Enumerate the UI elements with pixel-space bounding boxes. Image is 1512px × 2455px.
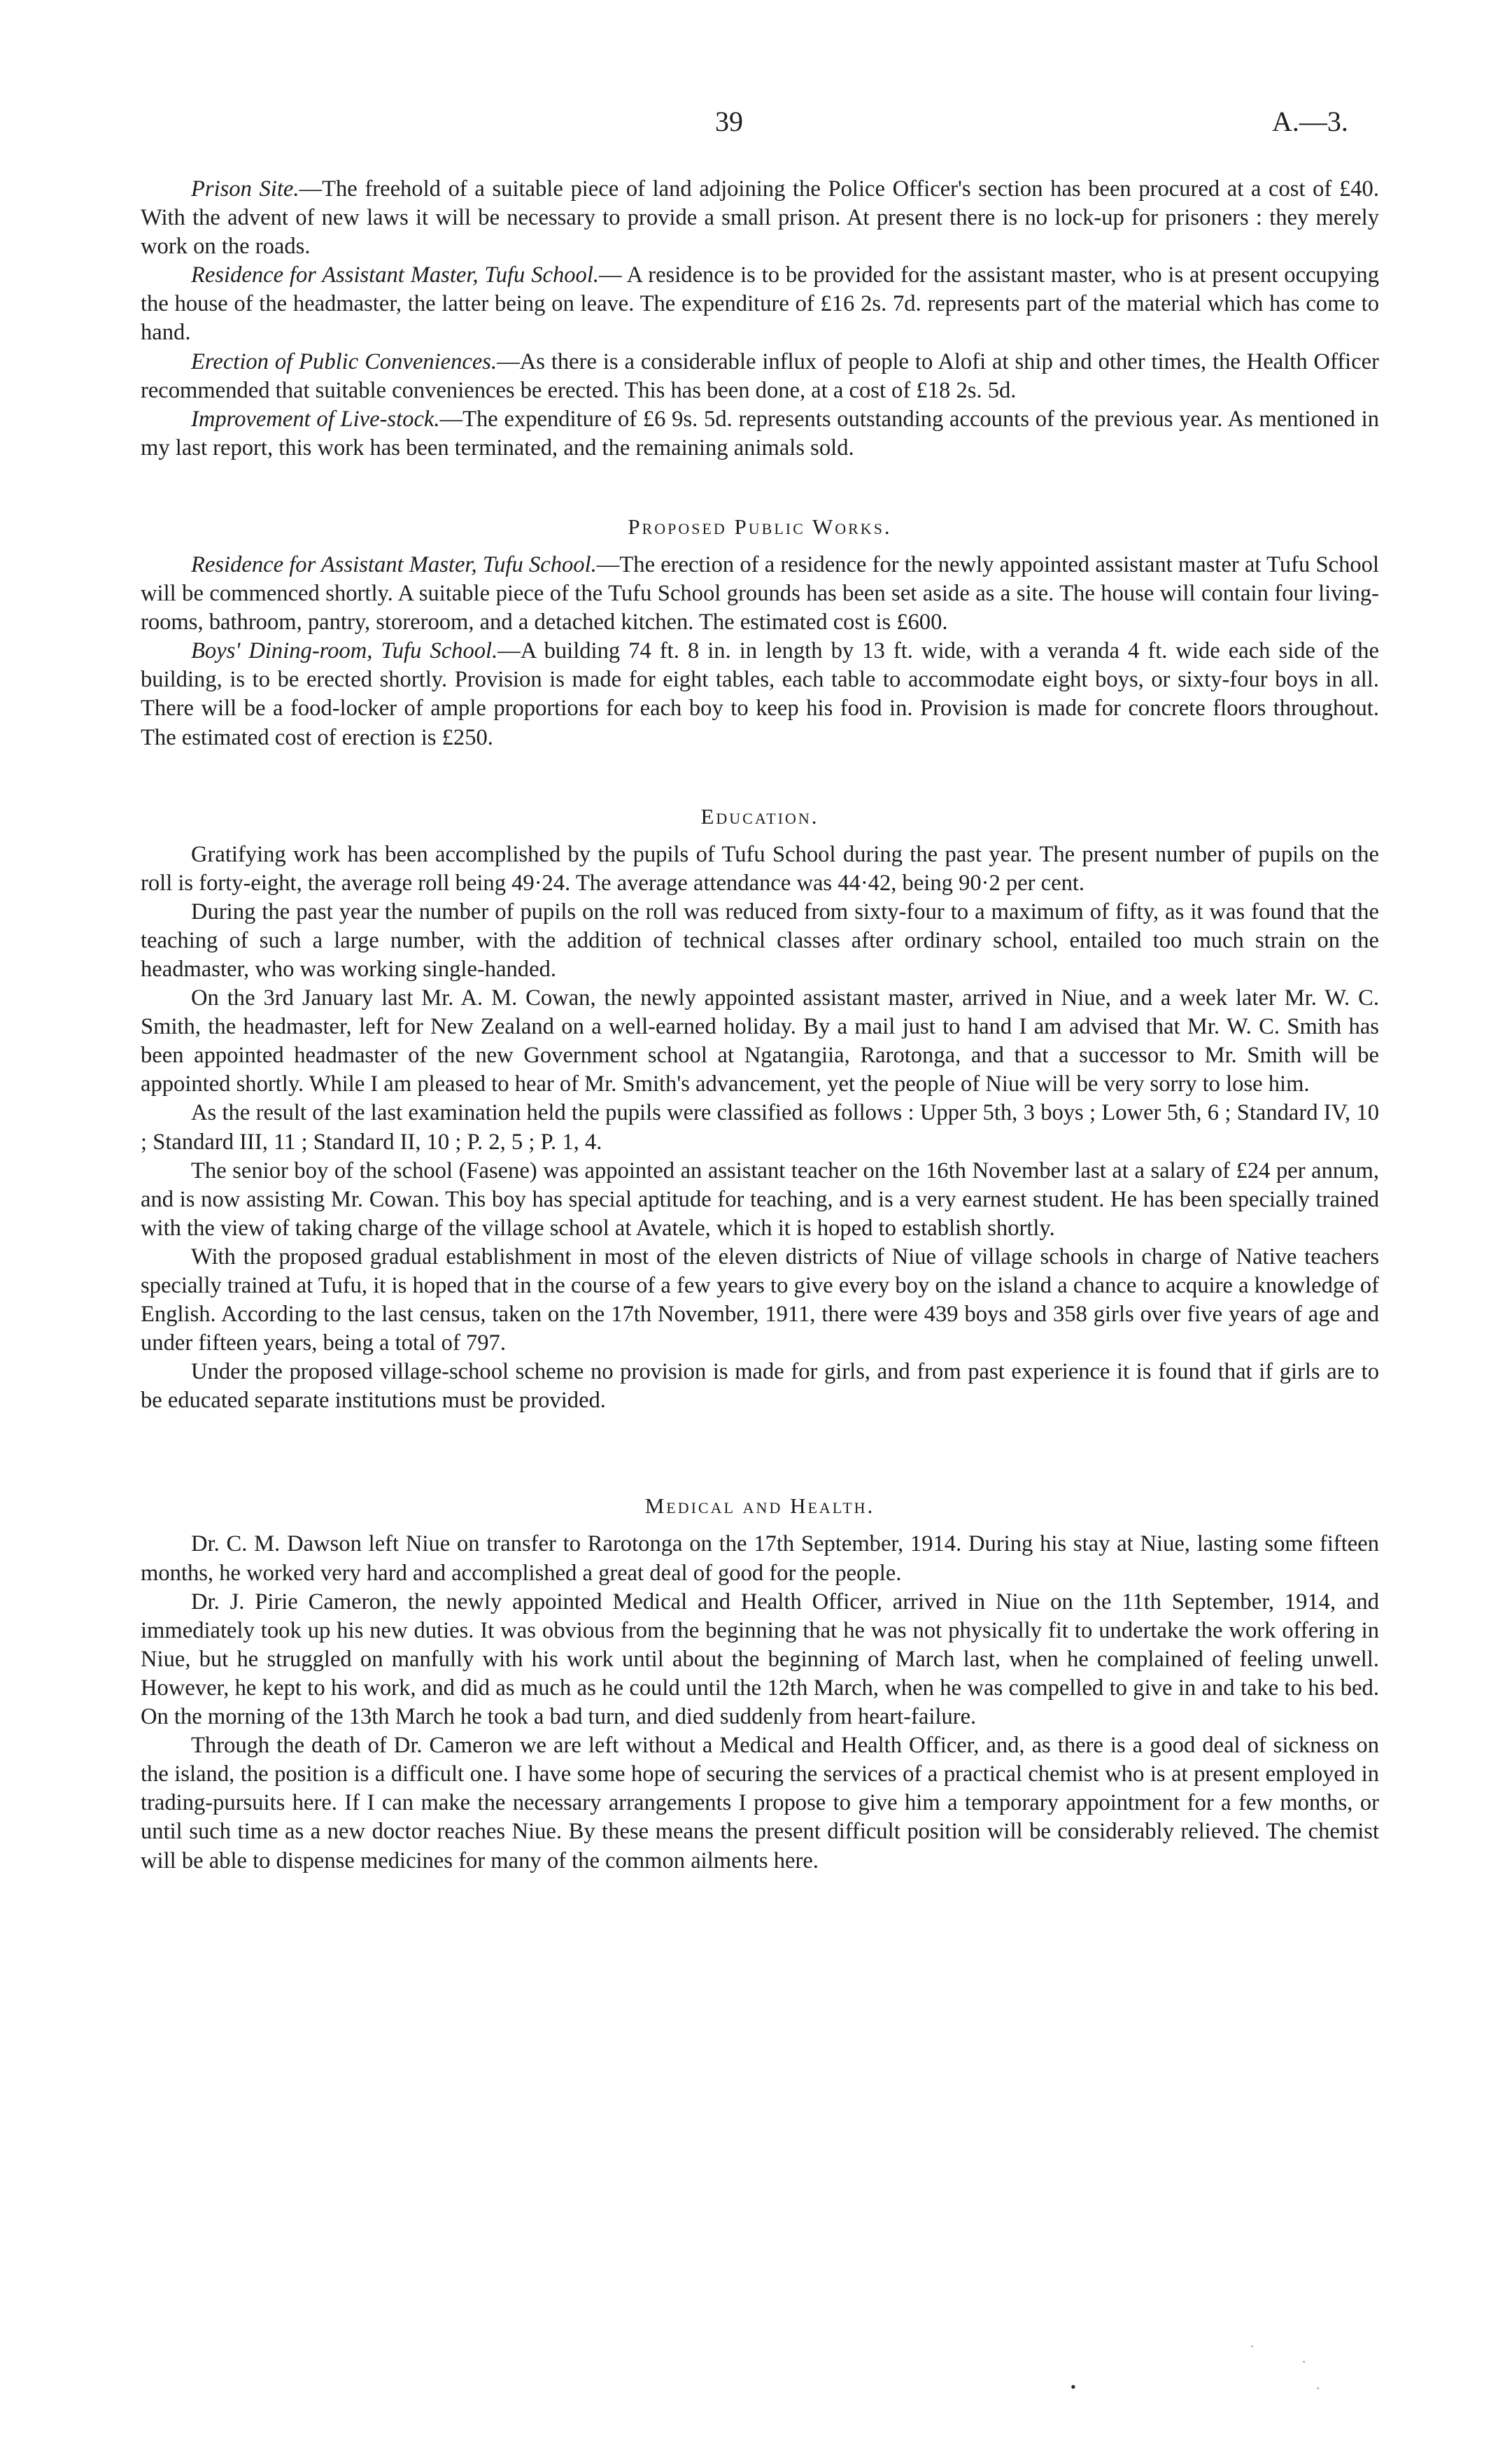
paragraph-dining-room <box>141 637 1379 752</box>
paragraph-text: —The erection of a residence for the newly appointed assistant master at Tufu School will be commenced shortly. A suitable piece of the Tufu School grounds has been set aside as a site. The house will contain four living-rooms, bathroom, pantry, storeroom, and a detached kitchen. The estimated cost is £600. <box>141 551 1379 635</box>
section-heading-education: Education. <box>700 803 819 829</box>
paragraph-text: — A residence is to be provided for the assistant master, who is at present occupying the house of the headmaster, the latter being on leave. The expenditure of £16 2s. 7d. represents part of the material which has come to hand. <box>141 262 1379 346</box>
series-reference: A.—3. <box>1272 106 1348 137</box>
section-heading-proposed-public-works: Proposed Public Works. <box>628 514 892 539</box>
scan-speck: · <box>1315 2379 1321 2397</box>
run-in-heading: Prison Site. <box>191 176 299 202</box>
run-in-heading: Residence for Assistant Master, Tufu School. <box>191 551 597 577</box>
paragraph-education: Gratifying work has been accomplished by the pupils of Tufu School during the past year. The present number of pupils on the roll is forty-eight, the average roll being 49·24. The average attendance was 44·42, being 90·2 per cent. <box>141 841 1379 896</box>
page-body <box>141 175 1379 1876</box>
page-header <box>0 105 1512 147</box>
paragraph-education: The senior boy of the school (Fasene) was appointed an assistant teacher on the 16th November last at a salary of £24 per annum, and is now assisting Mr. Cowan. This boy has special aptitude for teaching, and is a very earnest student. He has been specially trained with the view of taking charge of the village school at Avatele, which it is hoped to establish shortly. <box>141 1158 1379 1241</box>
paragraph-education: Under the proposed village-school scheme no provision is made for girls, and from past experience it is found that if girls are to be educated separate institutions must be provided. <box>141 1359 1379 1414</box>
run-in-heading: Residence for Assistant Master, Tufu School. <box>191 262 600 288</box>
paragraph-proposed-residence <box>141 551 1379 637</box>
paragraph-public-conveniences <box>141 348 1379 405</box>
page-number: 39 <box>715 106 743 137</box>
section-heading-medical-and-health: Medical and Health. <box>644 1493 875 1519</box>
paragraph-education: During the past year the number of pupils on the roll was reduced from sixty-four to a maximum of fifty, as it was found that the teaching of such a large number, with the addition of technical classes after ordinary school, entailed too much strain on the headmaster, who was working single-handed. <box>141 899 1379 982</box>
paragraph-medical: Dr. J. Pirie Cameron, the newly appointed Medical and Health Officer, arrived in Niue on the 11th September, 1914, and immediately took up his new duties. It was obvious from the beginning that he was not physically fit to undertake the work offering in Niue, but he struggled on manfully with his work until about the beginning of March last, when he complained of feeling unwell. However, he kept to his work, and did as much as he could until the 12th March, when he was compelled to give in and take to his bed. On the morning of the 13th March he took a bad turn, and died suddenly from heart-failure. <box>141 1589 1379 1730</box>
scan-speck: · <box>1301 2353 1307 2370</box>
paragraph-prison-site <box>141 175 1379 261</box>
scan-speck: • <box>1071 2378 1076 2396</box>
paragraph-medical: Dr. C. M. Dawson left Niue on transfer to Rarotonga on the 17th September, 1914. During his stay at Niue, lasting some fifteen months, he worked very hard and accomplished a great deal of good for the people. <box>141 1531 1379 1586</box>
paragraph-education: With the proposed gradual establishment in most of the eleven districts of Niue of village schools in charge of Native teachers specially trained at Tufu, it is hoped that in the course of a few years to give every boy on the island a chance to acquire a knowledge of English. According to the last census, taken on the 17th November, 1911, there were 439 boys and 358 girls over five years of age and under fifteen years, being a total of 797. <box>141 1244 1379 1356</box>
paragraph-text: —The expenditure of £6 9s. 5d. represents outstanding accounts of the previous year. As mentioned in my last report, this work has been terminated, and the remaining animals sold. <box>141 406 1379 460</box>
paragraph-education: As the result of the last examination held the pupils were classified as follows : Upper 5th, 3 boys ; Lower 5th, 6 ; Standard IV, 10 ; Standard III, 11 ; Standard II, 10 ; P. 2, 5 ; P. 1, 4. <box>141 1100 1379 1155</box>
run-in-heading: Erection of Public Conveniences. <box>191 349 497 374</box>
paragraph-text: —The freehold of a suitable piece of land adjoining the Police Officer's section has been procured at a cost of £40. With the advent of new laws it will be necessary to provide a small prison. At present there is no lock-up for prisoners : they merely work on the roads. <box>141 176 1379 260</box>
scan-speck: · <box>1250 2337 1255 2355</box>
paragraph-education: On the 3rd January last Mr. A. M. Cowan, the newly appointed assistant master, arrived in Niue, and a week later Mr. W. C. Smith, the headmaster, left for New Zealand on a well-earned holiday. By a mail just to hand I am advised that Mr. W. C. Smith has been appointed headmaster of the new Government school at Ngatangiia, Rarotonga, and that a successor to Mr. Smith will be appointed shortly. While I am pleased to hear of Mr. Smith's advancement, yet the people of Niue will be very sorry to lose him. <box>141 985 1379 1097</box>
paragraph-livestock <box>141 405 1379 463</box>
paragraph-text: —A building 74 ft. 8 in. in length by 13 ft. wide, with a veranda 4 ft. wide each side of the building, is to be erected shortly. Provision is made for eight tables, each table to accommodate eight boys, or sixty-four boys in all. There will be a food-locker of ample proportions for each boy to keep his food in. Provision is made for concrete floors throughout. The estimated cost of erection is £250. <box>141 638 1379 750</box>
paragraph-text: —As there is a considerable influx of people to Alofi at ship and other times, the Health Officer recommended that suitable conveniences be erected. This has been done, at a cost of £18 2s. 5d. <box>141 349 1379 403</box>
run-in-heading: Boys' Dining-room, Tufu School. <box>191 638 498 664</box>
paragraph-medical: Through the death of Dr. Cameron we are left without a Medical and Health Officer, and, as there is a good deal of sickness on the island, the position is a difficult one. I have some hope of securing the services of a practical chemist who is at present employed in trading-pursuits here. If I can make the necessary arrangements I propose to give him a temporary appointment for a few months, or until such time as a new doctor reaches Niue. By these means the present difficult position will be considerably relieved. The chemist will be able to dispense medicines for many of the common ailments here. <box>141 1733 1379 1873</box>
run-in-heading: Improvement of Live-stock. <box>191 406 440 432</box>
paragraph-residence-assistant <box>141 261 1379 347</box>
